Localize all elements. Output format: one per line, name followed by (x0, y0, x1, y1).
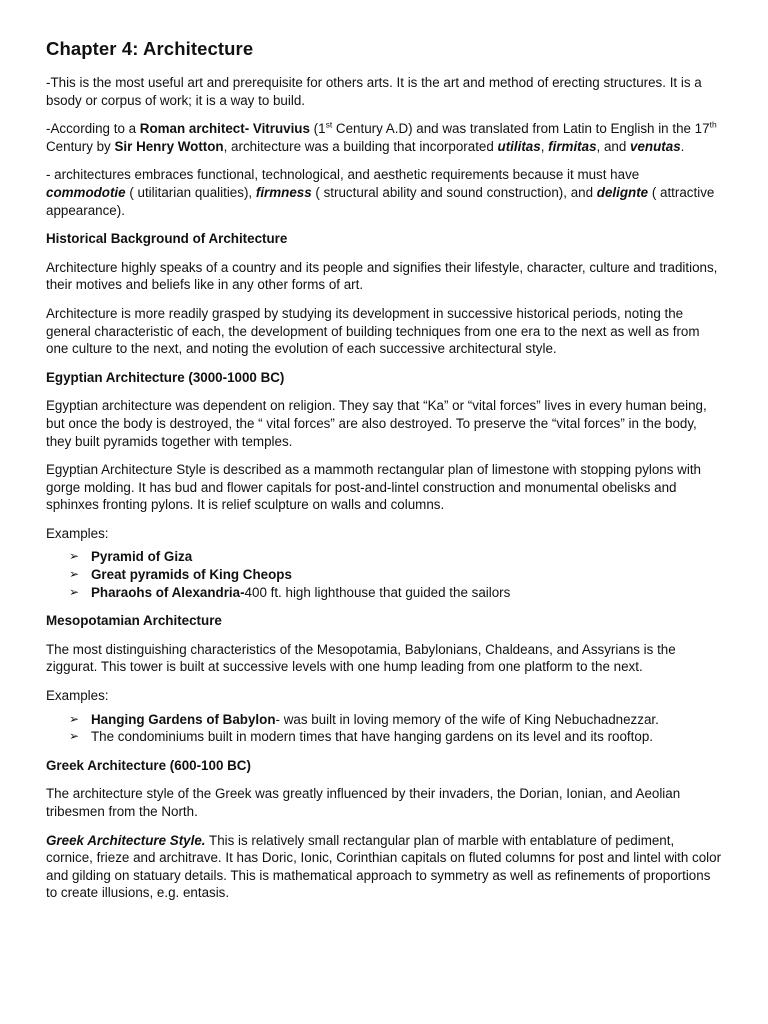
arrow-bullet-icon: ➢ (69, 711, 80, 726)
text-run: - architectures embraces functional, technological, and aesthetic requirements because it must have (46, 167, 640, 183)
bold-term: Roman architect- Vitruvius (139, 121, 310, 137)
text-run: Century by (46, 138, 115, 154)
list-item (69, 711, 722, 729)
text-run: ( utilitarian qualities), (125, 184, 256, 200)
text-run: -According to a (46, 121, 140, 137)
list-item (69, 728, 722, 746)
historical-paragraph-1: Architecture highly speaks of a country and its people and signifies their lifestyle, character, culture and traditions, their motives and beliefs like in any other forms of art. (46, 259, 718, 293)
text-run: (1 (309, 121, 326, 137)
example-desc: The condominiums built in modern times that have hanging gardens on its level and its rooftop. (91, 729, 653, 745)
intro-paragraph-1: -This is the most useful art and prerequisite for others arts. It is the art and method of erecting structures. It is a bsody or corpus of work; it is a way to build. (46, 75, 702, 108)
bold-italic-term: commodotie (46, 184, 126, 200)
chapter-title: Chapter 4: Architecture (46, 38, 254, 59)
bold-term: Sir Henry Wotton (114, 138, 224, 154)
arrow-bullet-icon: ➢ (69, 549, 80, 564)
text-run: , architecture was a building that incorporated (223, 138, 498, 154)
text-run: This is relatively small rectangular plan of marble with entablature of pediment, cornice, frieze and architrave. It has Doric, Ionic, Corinthian capitals on fluted columns for post and lintel with color and gilding on statuary details. This is mathematical approach to symmetry as well as refinements of proportions to create illusions, e.g. entasis. (46, 832, 722, 901)
bold-italic-term: firmness (255, 184, 312, 200)
section-heading-greek: Greek Architecture (600-100 BC) (46, 757, 251, 773)
bold-italic-term: firmitas (548, 138, 597, 154)
bold-italic-term: delignte (596, 184, 649, 200)
mesopotamian-examples-list (46, 711, 722, 746)
egyptian-paragraph-1: Egyptian architecture was dependent on religion. They say that “Ka” or “vital forces” lives in every human being, but once the body is destroyed, the “ vital forces” are also destroyed. To preserve the “vital forces” in the body, they built pyramids together with temples. (46, 398, 707, 449)
section-heading-historical: Historical Background of Architecture (46, 231, 288, 247)
examples-label: Examples: (46, 688, 109, 704)
mesopotamian-paragraph-1: The most distinguishing characteristics of the Mesopotamia, Babylonians, Chaldeans, and Assyrians is the ziggurat. This tower is built at successive levels with one hump leading from one platform to the next. (46, 641, 676, 675)
intro-paragraph-3 (46, 166, 722, 219)
historical-paragraph-2: Architecture is more readily grasped by studying its development in successive historical periods, noting the general characteristic of each, the development of building techniques from one era to the next as well as from one culture to the next, and noting the evolution of each successive architectural style. (46, 305, 700, 357)
example-name: Hanging Gardens of Babylon (91, 711, 276, 727)
superscript: th (709, 119, 717, 130)
text-run: ( structural ability and sound construction), and (311, 184, 597, 200)
text-run: , (540, 138, 549, 154)
bold-italic-term: venutas (630, 138, 681, 154)
greek-paragraph-2 (46, 832, 722, 902)
text-run: . (680, 138, 685, 154)
arrow-bullet-icon: ➢ (69, 729, 80, 744)
arrow-bullet-icon: ➢ (69, 584, 80, 599)
list-item (69, 548, 722, 566)
arrow-bullet-icon: ➢ (69, 567, 80, 582)
section-heading-egyptian: Egyptian Architecture (3000-1000 BC) (46, 369, 285, 385)
list-item (69, 566, 722, 584)
intro-paragraph-2 (46, 120, 722, 155)
examples-label: Examples: (46, 525, 109, 541)
bold-italic-term: utilitas (497, 138, 541, 154)
example-name: Great pyramids of King Cheops (91, 567, 292, 583)
section-heading-mesopotamian: Mesopotamian Architecture (46, 613, 222, 629)
superscript: st (325, 119, 333, 130)
example-desc: 400 ft. high lighthouse that guided the sailors (244, 584, 511, 600)
text-run: , and (596, 138, 631, 154)
greek-paragraph-1: The architecture style of the Greek was greatly influenced by their invaders, the Dorian, Ionian, and Aeolian tribesmen from the North. (46, 786, 681, 819)
example-name: Pyramid of Giza (91, 549, 193, 565)
egyptian-paragraph-2: Egyptian Architecture Style is described as a mammoth rectangular plan of limestone with stopping pylons with gorge molding. It has bud and flower capitals for post-and-lintel construction and monumental obelisks and sphinxes fronting pylons. It is relief sculpture on walls and columns. (46, 462, 701, 513)
text-run: ( attractive appearance). (46, 184, 715, 218)
list-item (69, 584, 722, 602)
example-name: Pharaohs of Alexandria- (91, 584, 245, 600)
bold-italic-term: Greek Architecture Style. (46, 832, 206, 848)
example-desc: - was built in loving memory of the wife of King Nebuchadnezzar. (275, 711, 659, 727)
text-run: Century A.D) and was translated from Latin to English in the 17 (332, 121, 710, 137)
egyptian-examples-list (46, 548, 722, 601)
